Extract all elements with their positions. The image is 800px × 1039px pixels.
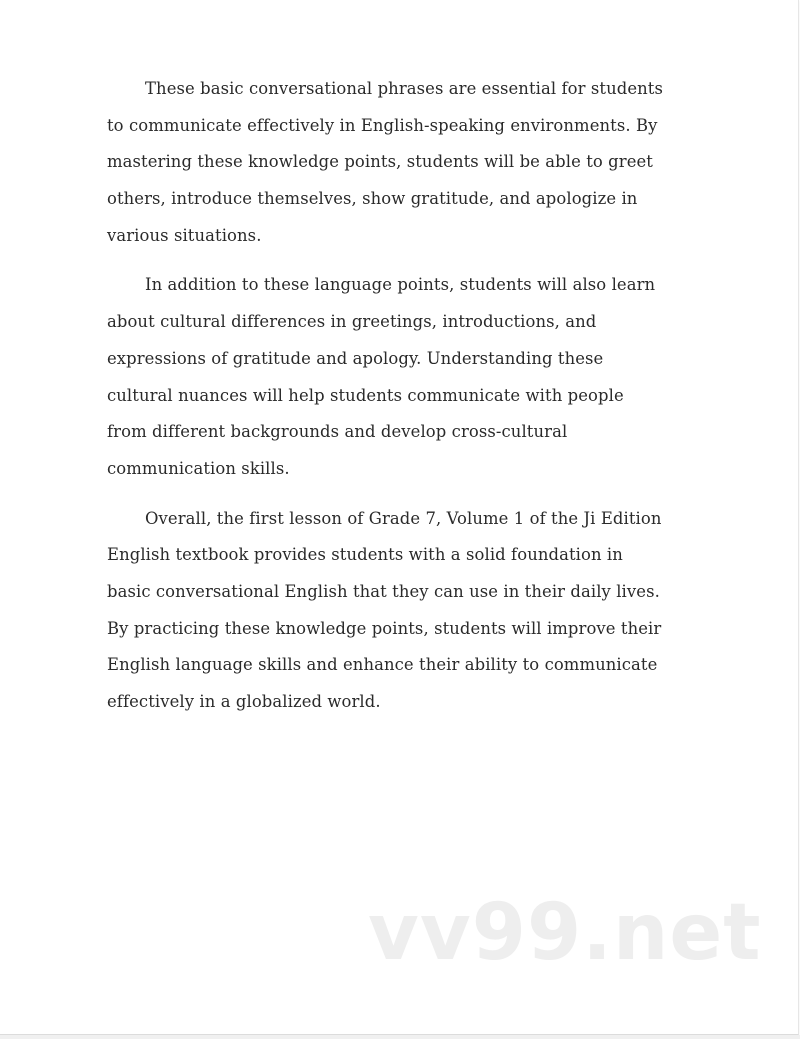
paragraph-line: Overall, the first lesson of Grade 7, Volume 1 of the Ji Edition [145, 508, 662, 528]
paragraph-line: effectively in a globalized world. [107, 692, 381, 711]
paragraph-line: mastering these knowledge points, students will be able to greet [107, 152, 653, 172]
paragraph-3 [107, 501, 747, 721]
paragraph-line: English language skills and enhance their ability to communicate [107, 655, 658, 675]
paragraph-line: various situations. [107, 225, 262, 245]
paragraph-line: to communicate effectively in English-speaking environments. By [107, 115, 658, 135]
paragraph-line: others, introduce themselves, show gratitude, and apologize in [107, 189, 638, 209]
document-body [107, 71, 747, 734]
paragraph-2 [107, 267, 747, 487]
paragraph-1 [107, 71, 747, 254]
paragraph-line: basic conversational English that they can use in their daily lives. [107, 581, 660, 601]
page-bottom-edge [0, 1035, 800, 1039]
paragraph-line: English textbook provides students with a solid foundation in [107, 545, 623, 565]
paragraph-line: about cultural differences in greetings, introductions, and [107, 312, 597, 332]
paragraph-line: In addition to these language points, students will also learn [145, 275, 656, 295]
site-watermark: vv99.net [368, 888, 762, 978]
paragraph-line: communication skills. [107, 458, 290, 478]
paragraph-line: expressions of gratitude and apology. Understanding these [107, 348, 604, 368]
paragraph-line: These basic conversational phrases are essential for students [145, 79, 663, 98]
paragraph-line: from different backgrounds and develop cross-cultural [107, 422, 568, 442]
paragraph-line: cultural nuances will help students communicate with people [107, 385, 624, 405]
paragraph-line: By practicing these knowledge points, students will improve their [107, 618, 662, 638]
